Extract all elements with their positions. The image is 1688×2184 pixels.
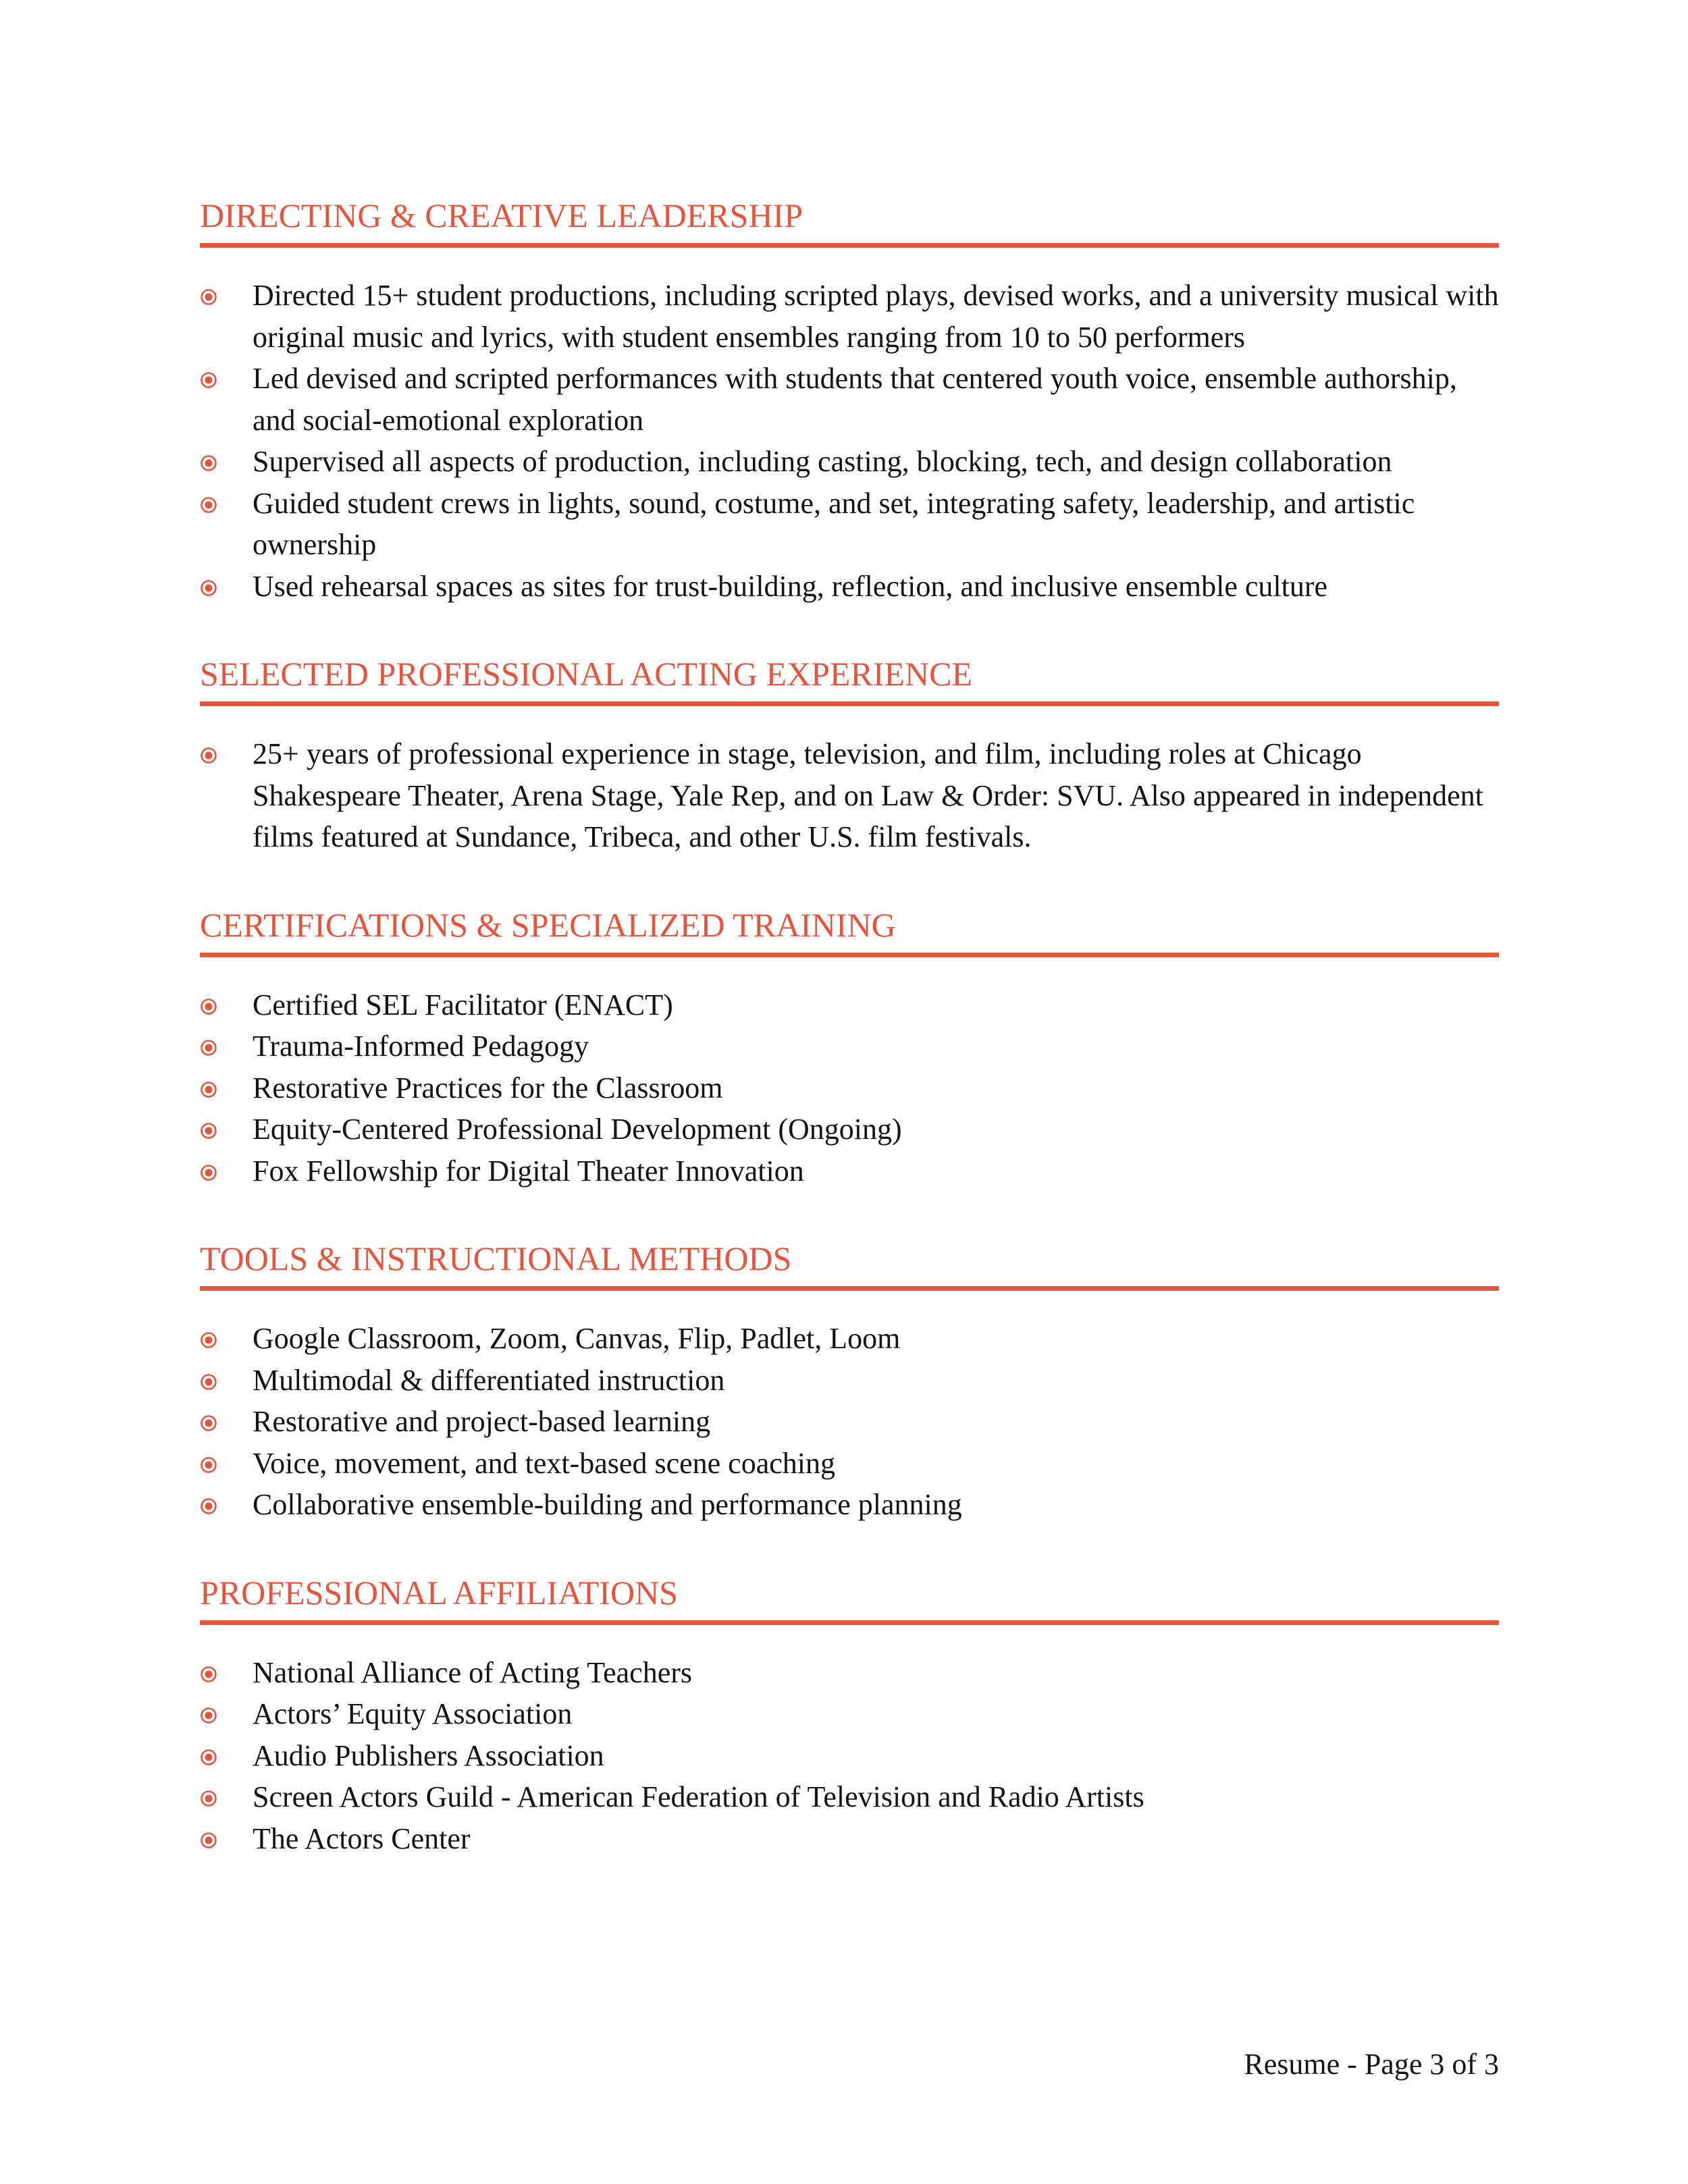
list-item-text: Guided student crews in lights, sound, costume, and set, integrating safety, leadership, and artistic ownership [253, 486, 1415, 561]
section-divider [200, 953, 1499, 957]
circle-bullet-icon [200, 579, 217, 597]
circle-bullet-icon [200, 1832, 217, 1849]
circle-bullet-icon [200, 1749, 217, 1766]
circle-bullet-icon [200, 1373, 217, 1391]
section [200, 1239, 1499, 1526]
circle-bullet-icon [200, 371, 217, 389]
list-item-text: Trauma-Informed Pedagogy [253, 1030, 589, 1063]
section-title: CERTIFICATIONS & SPECIALIZED TRAINING [200, 905, 896, 944]
list-item [200, 1109, 1499, 1150]
bullet-list [200, 733, 1499, 858]
circle-bullet-icon [200, 1707, 217, 1724]
list-item [200, 1652, 1499, 1694]
circle-bullet-icon [200, 747, 217, 764]
list-item-text: Collaborative ensemble-building and performance planning [253, 1488, 962, 1521]
section-title: PROFESSIONAL AFFILIATIONS [200, 1573, 678, 1612]
circle-bullet-icon [200, 1456, 217, 1474]
list-item [200, 733, 1499, 858]
list-item [200, 1067, 1499, 1109]
list-item-text: Led devised and scripted performances with students that centered youth voice, ensemble authorship, and social-emotional exploration [253, 362, 1457, 437]
list-item-text: 25+ years of professional experience in stage, television, and film, including roles at Chicago Shakespeare Theater, Arena Stage, Yale Rep, and on Law & Order: SVU. Also appeared in independent films featured at Sundance, Tribeca, and other U.S. film festivals. [253, 737, 1483, 853]
list-item [200, 483, 1499, 566]
circle-bullet-icon [200, 1790, 217, 1807]
list-item [200, 1318, 1499, 1360]
circle-bullet-icon [200, 1081, 217, 1098]
bullet-list [200, 1652, 1499, 1860]
list-item-text: Fox Fellowship for Digital Theater Innovation [253, 1154, 804, 1188]
list-item [200, 441, 1499, 483]
list-item-text: Directed 15+ student productions, including scripted plays, devised works, and a university musical with original music and lyrics, with student ensembles ranging from 10 to 50 performers [253, 279, 1499, 354]
section-divider [200, 1286, 1499, 1291]
circle-bullet-icon [200, 1666, 217, 1683]
bullet-list [200, 984, 1499, 1192]
list-item [200, 1026, 1499, 1067]
circle-bullet-icon [200, 454, 217, 472]
list-item-text: Certified SEL Facilitator (ENACT) [253, 988, 673, 1021]
list-item-text: Screen Actors Guild - American Federation of Television and Radio Artists [253, 1780, 1144, 1813]
list-item-text: Google Classroom, Zoom, Canvas, Flip, Padlet, Loom [253, 1322, 901, 1355]
circle-bullet-icon [200, 288, 217, 306]
section [200, 1573, 1499, 1860]
circle-bullet-icon [200, 1122, 217, 1140]
section [200, 905, 1499, 1192]
circle-bullet-icon [200, 1039, 217, 1057]
list-item [200, 1693, 1499, 1735]
section-divider [200, 243, 1499, 248]
list-item [200, 1401, 1499, 1443]
list-item-text: Multimodal & differentiated instruction [253, 1363, 725, 1397]
section-title: SELECTED PROFESSIONAL ACTING EXPERIENCE [200, 655, 973, 693]
list-item-text: Actors’ Equity Association [253, 1697, 573, 1730]
list-item-text: Restorative and project-based learning [253, 1405, 711, 1438]
list-item [200, 1735, 1499, 1777]
sections-container [200, 196, 1499, 1859]
list-item-text: Used rehearsal spaces as sites for trust-building, reflection, and inclusive ensemble culture [253, 569, 1328, 603]
list-item-text: Restorative Practices for the Classroom [253, 1071, 723, 1104]
list-item [200, 1818, 1499, 1860]
section-title: DIRECTING & CREATIVE LEADERSHIP [200, 196, 803, 234]
list-item-text: Equity-Centered Professional Development (Ongoing) [253, 1113, 902, 1146]
circle-bullet-icon [200, 998, 217, 1015]
circle-bullet-icon [200, 496, 217, 514]
section [200, 196, 1499, 607]
list-item [200, 1150, 1499, 1192]
section-divider [200, 701, 1499, 706]
bullet-list [200, 1318, 1499, 1526]
list-item [200, 1484, 1499, 1526]
list-item-text: Supervised all aspects of production, including casting, blocking, tech, and design collaboration [253, 445, 1392, 478]
resume-page [200, 196, 1499, 1907]
list-item-text: National Alliance of Acting Teachers [253, 1655, 692, 1689]
list-item [200, 1360, 1499, 1402]
circle-bullet-icon [200, 1497, 217, 1515]
list-item-text: Audio Publishers Association [253, 1738, 604, 1772]
circle-bullet-icon [200, 1164, 217, 1181]
list-item-text: The Actors Center [253, 1821, 471, 1855]
list-item [200, 1776, 1499, 1818]
section-title: TOOLS & INSTRUCTIONAL METHODS [200, 1240, 792, 1277]
section-divider [200, 1620, 1499, 1625]
list-item [200, 358, 1499, 441]
list-item [200, 1443, 1499, 1485]
circle-bullet-icon [200, 1414, 217, 1432]
list-item-text: Voice, movement, and text-based scene coaching [253, 1446, 835, 1480]
list-item [200, 275, 1499, 358]
page-footer: Resume - Page 3 of 3 [1244, 2048, 1499, 2081]
list-item [200, 566, 1499, 608]
bullet-list [200, 275, 1499, 607]
list-item [200, 984, 1499, 1026]
section [200, 654, 1499, 858]
circle-bullet-icon [200, 1331, 217, 1349]
